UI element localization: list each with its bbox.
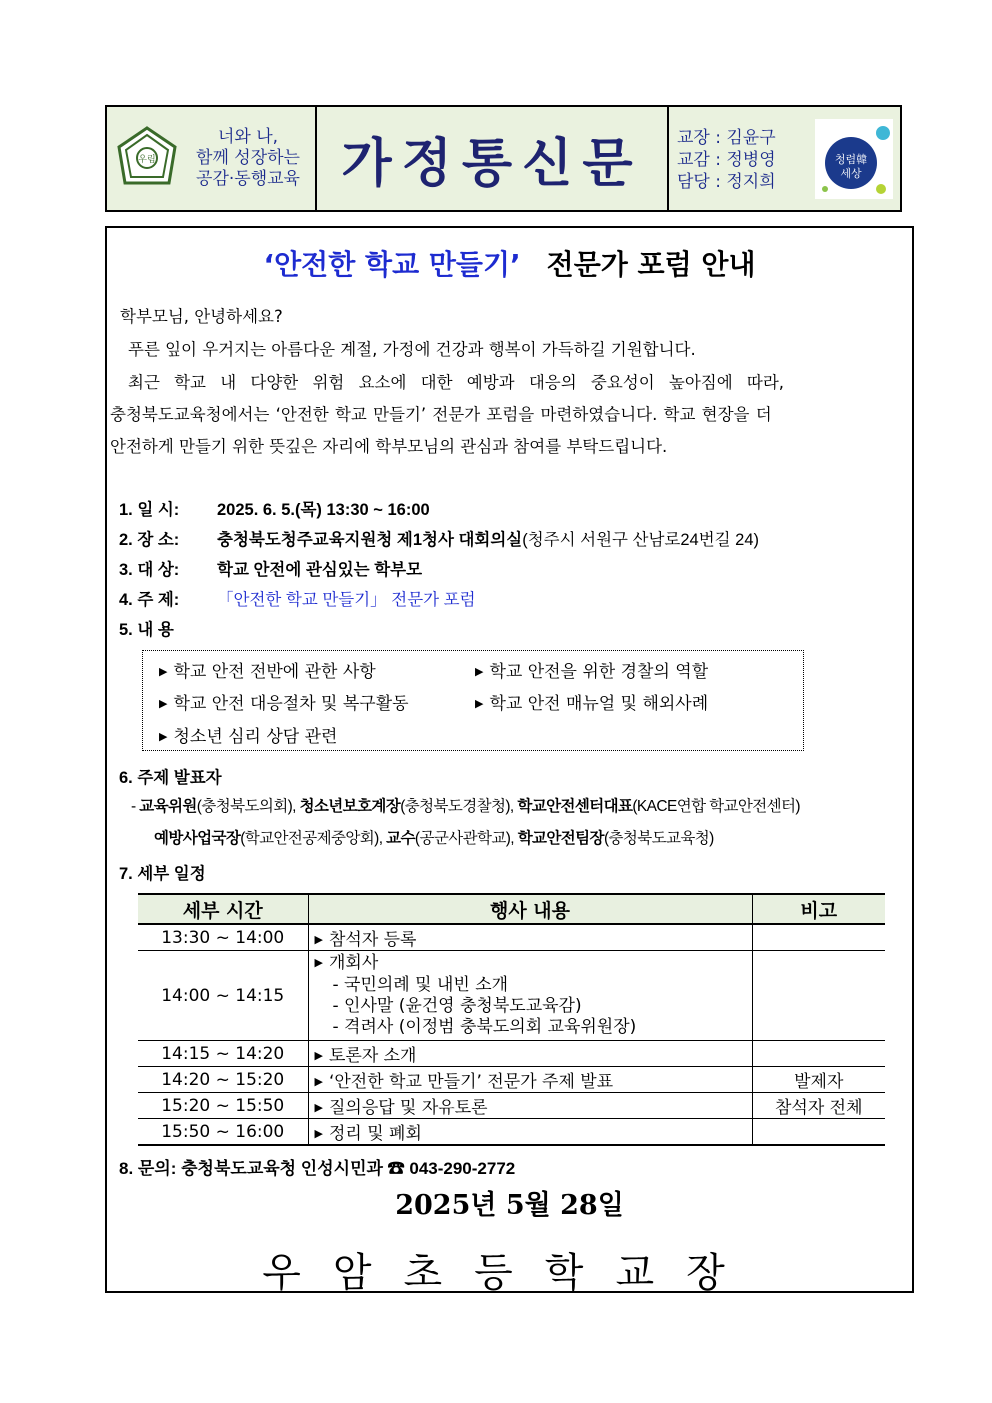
speakers-label: 6. 주제 발표자	[119, 769, 222, 787]
school-slogan: 너와 나, 함께 성장하는 공감·동행교육	[196, 127, 300, 189]
info-place: 2. 장 소: 충청북도청주교육지원청 제1청사 대회의실(청주시 서원구 산남로24번길 24)	[119, 531, 760, 549]
list-item: ▶ 학교 안전 대응절차 및 복구활동	[159, 694, 409, 714]
paragraph-2-line-3: 안전하게 만들기 위한 뜻깊은 자리에 학부모님의 관심과 참여를 부탁드립니다.	[110, 437, 668, 456]
school-emblem-icon	[113, 125, 181, 193]
list-item: ▶ 학교 안전 전반에 관한 사항	[159, 662, 376, 682]
table-row: 13:30 ~ 14:00 ▶ 참석자 등록	[138, 924, 885, 951]
schedule-label: 7. 세부 일정	[119, 865, 206, 883]
table-row: 14:20 ~ 15:20 ▶ ‘안전한 학교 만들기’ 전문가 주제 발표 발제자	[138, 1067, 885, 1093]
greeting: 학부모님, 안녕하세요?	[120, 307, 283, 326]
speakers-line-2: 예방사업국장(학교안전공제중앙회), 교수(공군사관학교), 학교안전팀장(충청북도교육청)	[154, 830, 714, 847]
svg-text:우림: 우림	[138, 155, 156, 165]
integrity-logo-icon	[815, 119, 893, 199]
header-logo-cell	[107, 107, 317, 210]
paragraph-2-line-1: 최근 학교 내 다양한 위험 요소에 대한 예방과 대응의 중요성이 높아짐에 따라,	[128, 373, 785, 392]
header-title-cell	[317, 107, 669, 210]
info-target: 3. 대 상: 학교 안전에 관심있는 학부모	[119, 561, 423, 579]
content-list-box	[142, 650, 804, 751]
principal-signature: 우암초등학교장	[262, 1250, 757, 1296]
contact-info: 8. 문의: 충청북도교육청 인성시민과 ☎ 043-290-2772	[119, 1159, 516, 1178]
paragraph-2-line-2: 충청북도교육청에서는 ‘안전한 학교 만들기’ 전문가 포럼을 마련하였습니다. 학교 현장을 더	[110, 405, 772, 424]
staff-list	[677, 127, 776, 193]
schedule-table	[138, 893, 885, 1146]
svg-text:청렴韓: 청렴韓	[834, 153, 868, 166]
table-row: 14:15 ~ 14:20 ▶ 토론자 소개	[138, 1041, 885, 1067]
column-header: 비고	[752, 894, 885, 924]
list-item: ▶ 학교 안전을 위한 경찰의 역할	[475, 662, 709, 682]
table-row: 15:50 ~ 16:00 ▶ 정리 및 폐회	[138, 1119, 885, 1146]
paragraph-1: 푸른 잎이 우거지는 아름다운 계절, 가정에 건강과 행복이 가득하길 기원합니다.	[128, 340, 696, 359]
info-content-label: 5. 내 용	[119, 621, 174, 639]
column-header: 세부 시간	[138, 894, 308, 924]
issue-date: 2025년 5월 28일	[395, 1190, 624, 1221]
page-title: 가정통신문	[341, 133, 643, 194]
list-item: ▶ 학교 안전 매뉴얼 및 해외사례	[475, 694, 709, 714]
speakers-line-1: - 교육위원(충청북도의회), 청소년보호계장(충청북도경찰청), 학교안전센터대표(KACE연합 학교안전센터)	[131, 798, 800, 815]
info-date: 1. 일 시: 2025. 6. 5.(목) 13:30 ~ 16:00	[119, 501, 430, 519]
table-header-row	[138, 894, 885, 924]
header-staff-cell	[669, 107, 900, 210]
svg-text:세상: 세상	[840, 167, 862, 180]
table-row: 14:00 ~ 14:15 ▶ 개회사 - 국민의례 및 내빈 소개 - 인사말 (윤건영 충청북도교육감) - 격려사 (이정범 충북도의회 교육위원장)	[138, 951, 885, 1041]
info-topic: 4. 주 제: 「안전한 학교 만들기」 전문가 포럼	[119, 591, 476, 609]
notice-body	[105, 226, 914, 1296]
principal: 교장 : 김윤구	[677, 128, 776, 148]
notice-headline: ‘안전한 학교 만들기’ 전문가 포럼 안내	[263, 248, 756, 281]
column-header: 행사 내용	[308, 894, 752, 924]
letter-header	[105, 105, 902, 212]
table-row: 15:20 ~ 15:50 ▶ 질의응답 및 자유토론 참석자 전체	[138, 1093, 885, 1119]
vice-principal: 교감 : 정병영	[677, 150, 776, 170]
list-item: ▶ 청소년 심리 상담 관련	[159, 727, 338, 747]
teacher-in-charge: 담당 : 정지희	[677, 172, 776, 192]
